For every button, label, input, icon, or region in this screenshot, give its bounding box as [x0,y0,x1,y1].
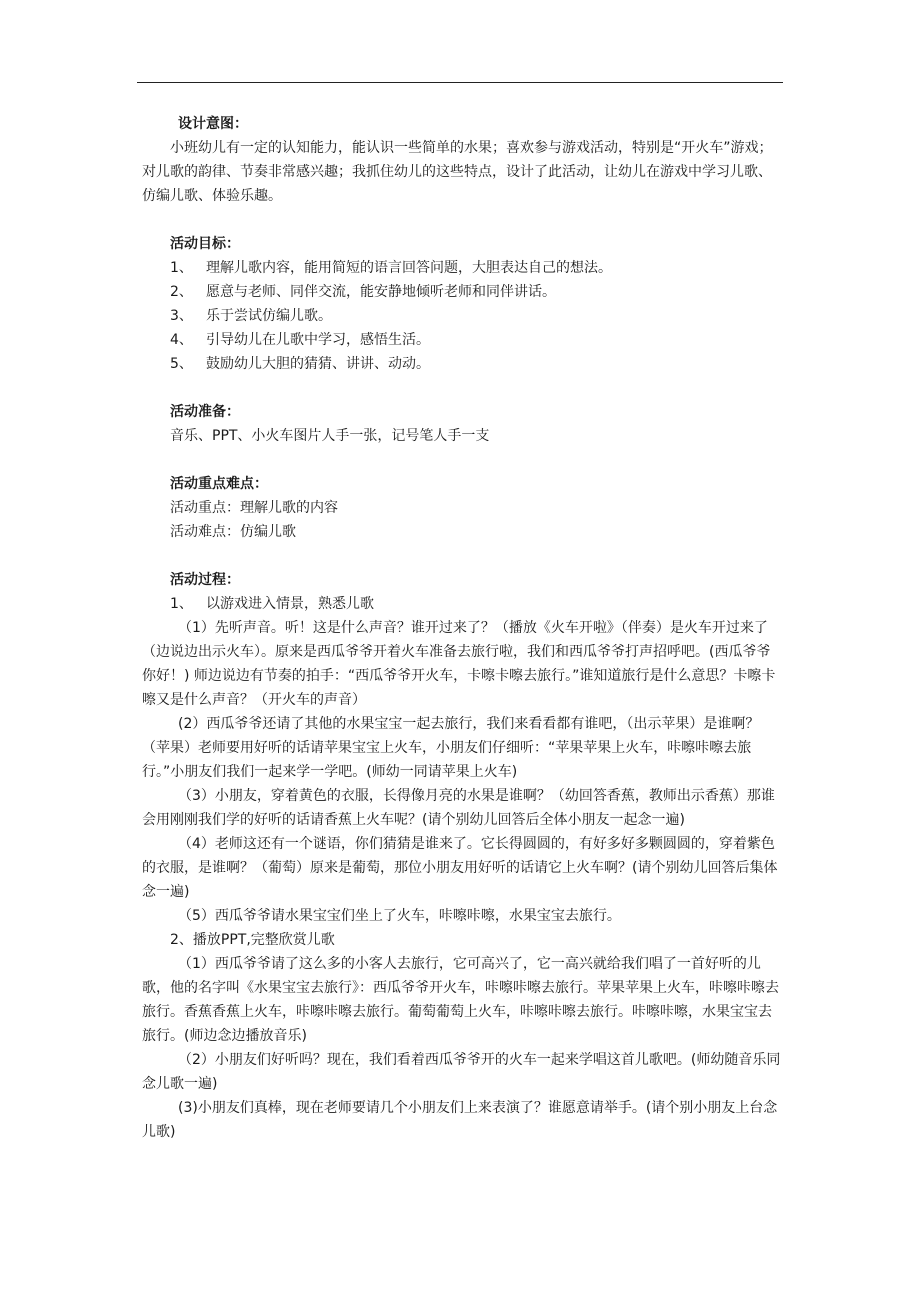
step-title: 以游戏进入情景，熟悉儿歌 [206,596,374,612]
goal-number: 5、 [170,356,193,372]
process-paragraph: （2）小朋友们好听吗？现在，我们看着西瓜爷爷开的火车一起来学唱这首儿歌吧。(师幼随音乐同念儿歌一遍) [142,1052,781,1092]
process-paragraph: （3）小朋友，穿着黄色的衣服，长得像月亮的水果是谁啊？（幼回答香蕉，教师出示香蕉）那谁会用刚刚我们学的好听的话请香蕉上火车呢？(请个别幼儿回答后全体小朋友一起念一遍) [142,788,775,828]
goal-number: 4、 [170,332,193,348]
process-paragraph: （5）西瓜爷爷请水果宝宝们坐上了火车，咔嚓咔嚓，水果宝宝去旅行。 [178,908,621,924]
goal-item [170,328,782,352]
process-paragraph: （4）老师这还有一个谜语，你们猜猜是谁来了。它长得圆圆的，有好多好多颗圆圆的，穿着紫色的衣服，是谁啊？（葡萄）原来是葡萄，那位小朋友用好听的话请它上火车啊？(请个别幼儿回答后集体念一遍) [142,836,778,900]
preparation-heading: 活动准备： [170,404,240,420]
goal-text: 愿意与老师、同伴交流，能安静地倾听老师和同伴讲话。 [206,284,556,300]
design-intent-heading: 设计意图： [178,116,248,132]
goal-text: 鼓励幼儿大胆的猜猜、讲讲、动动。 [206,356,430,372]
focus-difficulty-text: 活动难点：仿编儿歌 [170,524,296,540]
goal-item [170,352,782,376]
step-number: 1、 [170,596,193,612]
process-paragraph: （1）西瓜爷爷请了这么多的小客人去旅行，它可高兴了，它一高兴就给我们唱了一首好听的儿歌，他的名字叫《水果宝宝去旅行》：西瓜爷爷开火车，咔嚓咔嚓去旅行。苹果苹果上火车，咔嚓咔嚓去旅行。香蕉香蕉上火车，咔嚓咔嚓去旅行。葡萄葡萄上火车，咔嚓咔嚓去旅行。咔嚓咔嚓，水果宝宝去旅行。(师边念边播放音乐) [142,956,779,1044]
preparation-text: 音乐、PPT、小火车图片人手一张，记号笔人手一支 [170,428,490,444]
goal-item [170,280,782,304]
process-heading: 活动过程： [170,572,240,588]
process-step-1-title [170,592,782,616]
process-paragraph: (3)小朋友们真棒，现在老师要请几个小朋友们上来表演了？谁愿意请举手。(请个别小朋友上台念儿歌) [142,1100,778,1140]
focus-heading: 活动重点难点： [170,476,268,492]
goal-text: 引导幼儿在儿歌中学习，感悟生活。 [206,332,430,348]
document-body [142,112,782,1144]
goal-number: 2、 [170,284,193,300]
process-paragraph: （1）先听声音。听！这是什么声音？谁开过来了？（播放《火车开啦》（伴奏）是火车开过来了（边说边出示火车）。原来是西瓜爷爷开着火车准备去旅行啦，我们和西瓜爷爷打声招呼吧。(西瓜爷爷你好！) 师边说边有节奏的拍手：“西瓜爷爷开火车，卡嚓卡嚓去旅行。”谁知道旅行是什么意思？卡嚓卡嚓又是什么声音？（开火车的声音） [142,620,776,708]
design-intent-text: 小班幼儿有一定的认知能力，能认识一些简单的水果；喜欢参与游戏活动，特别是“开火车”游戏；对儿歌的韵律、节奏非常感兴趣；我抓住幼儿的这些特点，设计了此活动，让幼儿在游戏中学习儿歌、仿编儿歌、体验乐趣。 [142,140,773,204]
goal-number: 1、 [170,260,193,276]
goal-number: 3、 [170,308,193,324]
process-paragraph: (2）西瓜爷爷还请了其他的水果宝宝一起去旅行，我们来看看都有谁吧，（出示苹果）是谁啊？（苹果）老师要用好听的话请苹果宝宝上火车，小朋友们仔细听：“苹果苹果上火车，咔嚓咔嚓去旅行。”小朋友们我们一起来学一学吧。(师幼一同请苹果上火车) [142,716,760,780]
goal-item [170,304,782,328]
goals-list [170,256,782,376]
goal-text: 乐于尝试仿编儿歌。 [206,308,332,324]
goal-item [170,256,782,280]
goals-heading: 活动目标： [170,236,240,252]
header-rule [137,82,783,83]
goal-text: 理解儿歌内容，能用简短的语言回答问题，大胆表达自己的想法。 [206,260,612,276]
focus-key-text: 活动重点：理解儿歌的内容 [170,500,338,516]
process-step-2-title: 2、播放PPT,完整欣赏儿歌 [170,932,335,948]
